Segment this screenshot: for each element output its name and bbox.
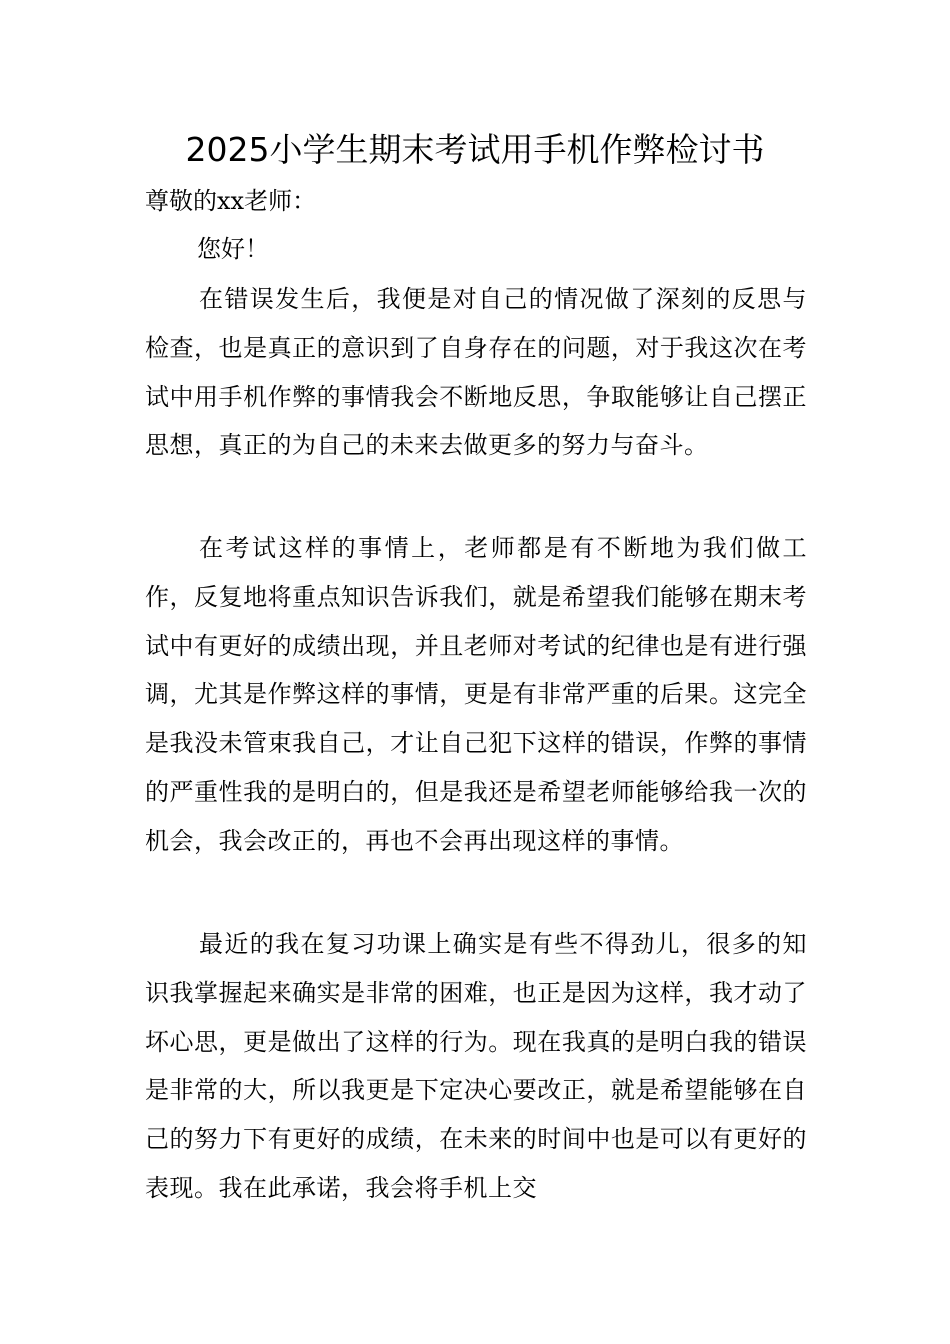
body-paragraph-2: 在考试这样的事情上，老师都是有不断地为我们做工作，反复地将重点知识告诉我们，就是希望我们能够在期末考试中有更好的成绩出现，并且老师对考试的纪律也是有进行强调，尤其是作弊这样的事情，更是有非常严重的后果。这完全是我没未管束我自己，才让自己犯下这样的错误，作弊的事情的严重性我的是明白的，但是我还是希望老师能够给我一次的机会，我会改正的，再也不会再出现这样的事情。 <box>145 534 807 855</box>
salutation: 尊敬的xx老师： <box>145 187 317 215</box>
body-paragraph-3: 最近的我在复习功课上确实是有些不得劲儿，很多的知识我掌握起来确实是非常的困难，也正是因为这样，我才动了坏心思，更是做出了这样的行为。现在我真的是明白我的错误是非常的大，所以我更是下定决心要改正，就是希望能够在自己的努力下有更好的成绩，在未来的时间中也是可以有更好的表现。我在此承诺，我会将手机上交 <box>145 930 807 1202</box>
body-paragraph-1: 在错误发生后，我便是对自己的情况做了深刻的反思与检查，也是真正的意识到了自身存在的问题，对于我这次在考试中用手机作弊的事情我会不断地反思，争取能够让自己摆正思想，真正的为自己的未来去做更多的努力与奋斗。 <box>145 285 807 460</box>
greeting: 您好！ <box>197 235 269 263</box>
document-title: 2025小学生期末考试用手机作弊检讨书 <box>185 130 765 169</box>
